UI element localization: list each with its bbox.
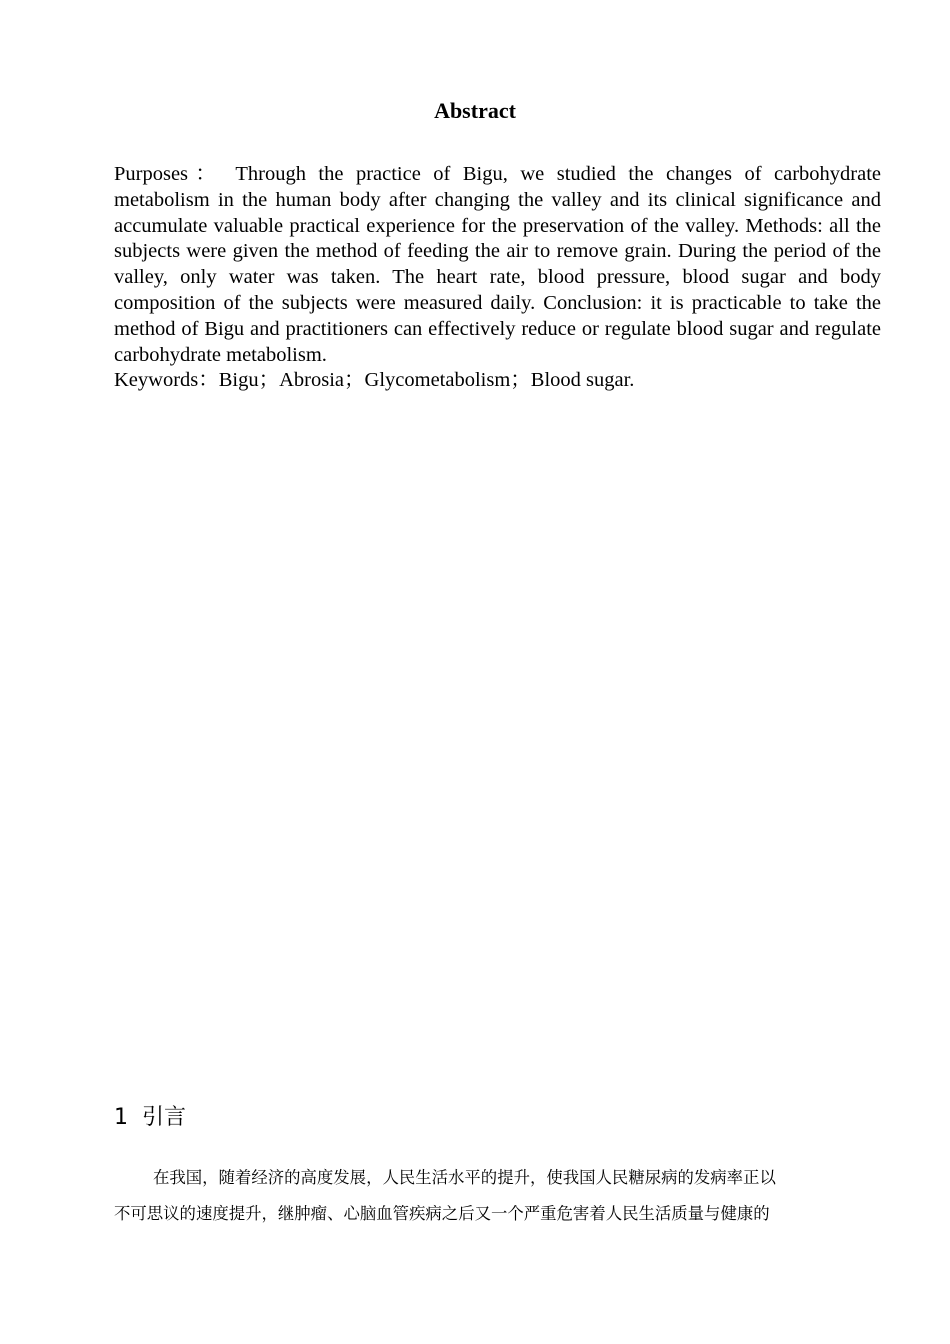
- abstract-keywords: Keywords：Bigu；Abrosia；Glycometabolism；Blood sugar.: [114, 369, 635, 392]
- abstract-body: [114, 162, 881, 394]
- section-heading: [114, 1103, 186, 1133]
- intro-paragraph-line-1: 在我国，随着经济的高度发展，人民生活水平的提升，使我国人民糖尿病的发病率正以: [153, 1168, 776, 1187]
- section-number: 1: [114, 1105, 128, 1130]
- section-title: 引言: [142, 1105, 187, 1130]
- abstract-paragraph: Purposes： Through the practice of Bigu, we studied the changes of carbohydrate metabolism in the human body after changing the valley and its clinical significance and accumulate valuable practical experience for the preservation of the valley. Methods: all the subjects were given the method of feeding the air to remove grain. During the period of the valley, only water was taken. The heart rate, blood pressure, blood sugar and body composition of the subjects were measured daily. Conclusion: it is practicable to take the method of Bigu and practitioners can effectively reduce or regulate blood sugar and regulate carbohydrate metabolism.: [114, 163, 881, 366]
- intro-paragraph-line-2: 不可思议的速度提升，继肿瘤、心脑血管疾病之后又一个严重危害着人民生活质量与健康的: [114, 1204, 770, 1223]
- abstract-title: Abstract: [434, 98, 516, 123]
